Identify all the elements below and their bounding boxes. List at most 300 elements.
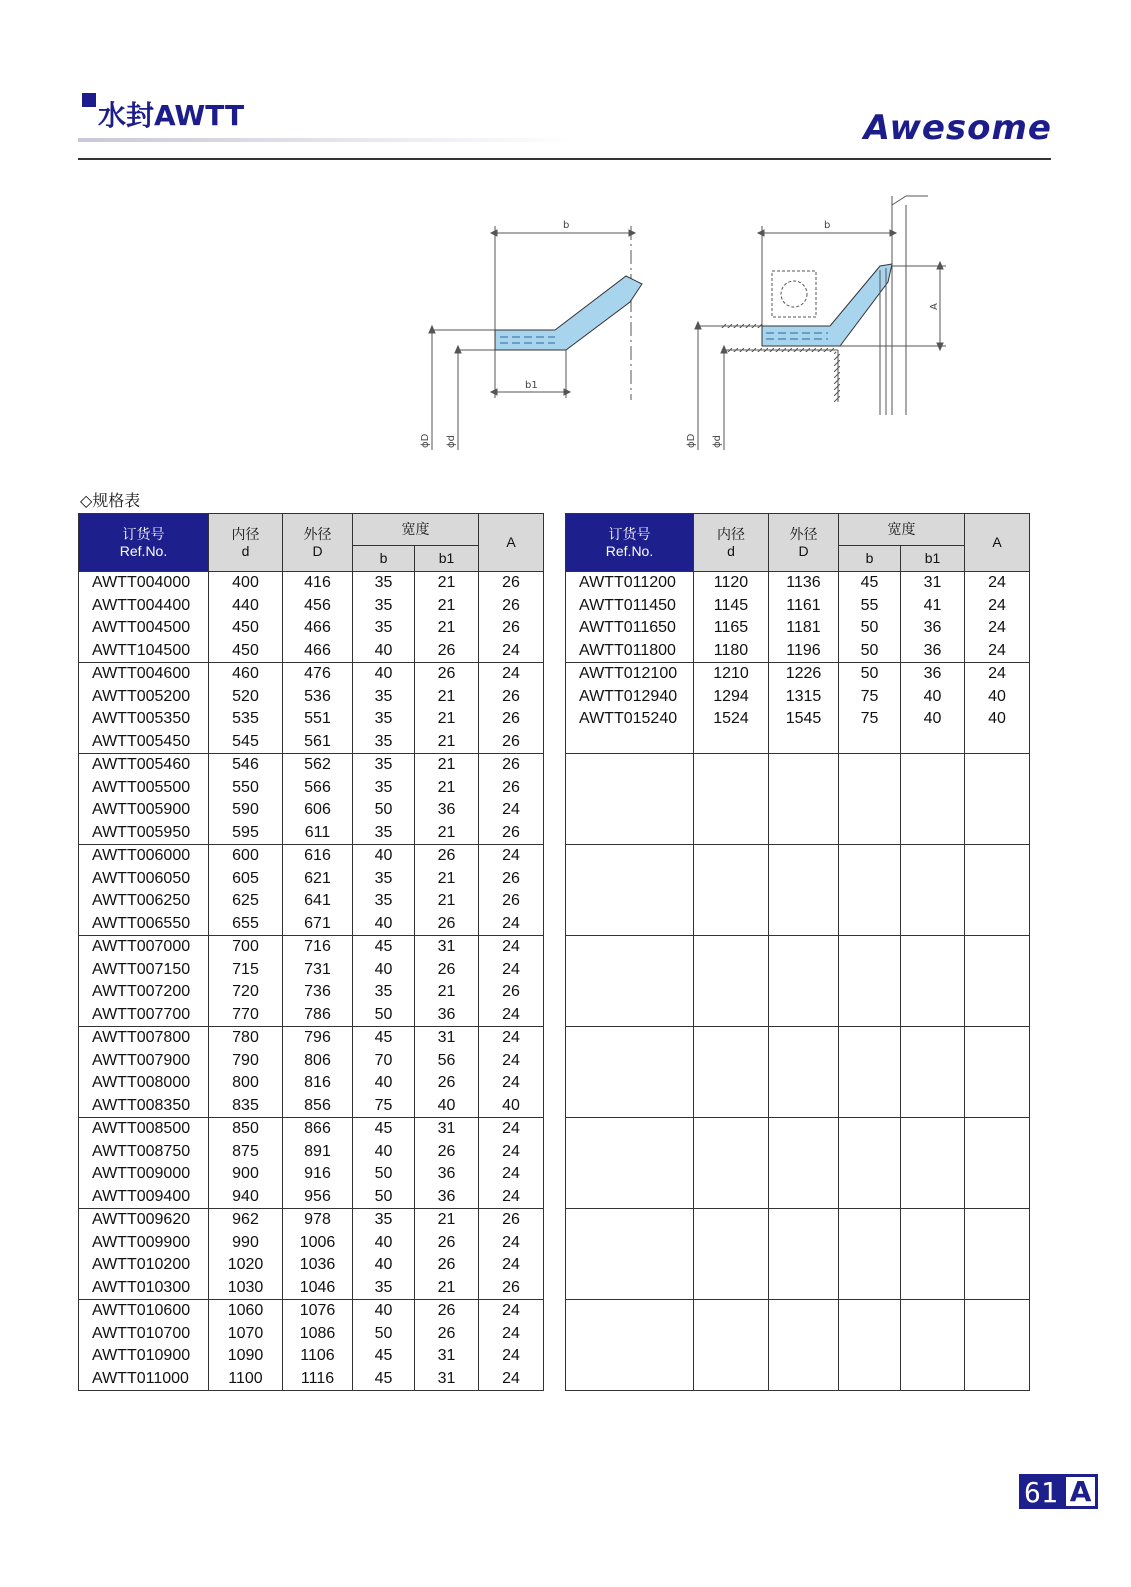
outer-dia-cell xyxy=(769,799,839,822)
b1-cell xyxy=(901,1368,965,1391)
header-inner-sym: d xyxy=(727,542,735,559)
a-cell xyxy=(965,959,1030,982)
b1-cell: 26 xyxy=(415,1072,479,1095)
outer-dia-cell: 1036 xyxy=(283,1254,353,1277)
inner-dia-cell: 940 xyxy=(209,1186,283,1209)
ref-no-cell xyxy=(566,1232,694,1255)
outer-dia-cell: 1006 xyxy=(283,1232,353,1255)
inner-dia-cell: 1294 xyxy=(694,686,769,709)
ref-no-cell: AWTT010600 xyxy=(79,1300,209,1323)
b1-cell xyxy=(901,1232,965,1255)
header-outer-dia xyxy=(283,514,353,572)
ref-no-cell xyxy=(566,1004,694,1027)
inner-dia-cell: 1070 xyxy=(209,1323,283,1346)
header-width: 宽度 xyxy=(353,514,479,546)
inner-dia-cell: 546 xyxy=(209,754,283,777)
outer-dia-cell xyxy=(769,981,839,1004)
table-row xyxy=(566,845,1030,868)
inner-dia-cell: 655 xyxy=(209,913,283,936)
inner-dia-cell: 1020 xyxy=(209,1254,283,1277)
b-cell: 50 xyxy=(353,1323,415,1346)
a-cell xyxy=(965,1209,1030,1232)
table-row xyxy=(79,981,544,1004)
ref-no-cell: AWTT009620 xyxy=(79,1209,209,1232)
ref-no-cell xyxy=(566,913,694,936)
inner-dia-cell: 1210 xyxy=(694,663,769,686)
outer-dia-cell: 796 xyxy=(283,1027,353,1050)
a-cell xyxy=(965,1254,1030,1277)
outer-dia-cell: 416 xyxy=(283,572,353,595)
b-cell: 40 xyxy=(353,640,415,663)
header-inner-cn: 内径 xyxy=(231,525,260,542)
b-cell: 35 xyxy=(353,1209,415,1232)
table-row xyxy=(79,845,544,868)
outer-dia-cell: 1106 xyxy=(283,1345,353,1368)
outer-dia-cell xyxy=(769,777,839,800)
outer-dia-cell: 621 xyxy=(283,868,353,891)
b1-cell: 36 xyxy=(415,1163,479,1186)
ref-no-cell xyxy=(566,1050,694,1073)
inner-dia-cell xyxy=(694,1050,769,1073)
b1-cell: 21 xyxy=(415,1277,479,1300)
b-cell: 50 xyxy=(839,617,901,640)
inner-dia-cell: 1100 xyxy=(209,1368,283,1391)
inner-dia-cell: 440 xyxy=(209,595,283,618)
b-cell: 50 xyxy=(353,799,415,822)
a-cell: 24 xyxy=(479,1186,544,1209)
outer-dia-cell: 1545 xyxy=(769,708,839,731)
a-cell xyxy=(965,1050,1030,1073)
outer-dia-cell xyxy=(769,1345,839,1368)
table-row xyxy=(79,1095,544,1118)
table-row xyxy=(79,640,544,663)
ref-no-cell: AWTT004400 xyxy=(79,595,209,618)
b1-cell xyxy=(901,1186,965,1209)
ref-no-cell: AWTT009900 xyxy=(79,1232,209,1255)
b1-cell: 26 xyxy=(415,1254,479,1277)
b1-cell: 21 xyxy=(415,686,479,709)
a-cell: 24 xyxy=(479,936,544,959)
a-cell xyxy=(965,1072,1030,1095)
a-cell: 24 xyxy=(479,1232,544,1255)
header-b1: b1 xyxy=(415,546,479,572)
b1-cell: 21 xyxy=(415,731,479,754)
b-cell xyxy=(839,754,901,777)
b-cell xyxy=(839,959,901,982)
inner-dia-cell xyxy=(694,1141,769,1164)
b-cell: 40 xyxy=(353,959,415,982)
inner-dia-cell xyxy=(694,1209,769,1232)
b1-cell: 26 xyxy=(415,959,479,982)
outer-dia-cell xyxy=(769,890,839,913)
a-cell: 24 xyxy=(479,640,544,663)
b1-cell: 21 xyxy=(415,822,479,845)
b-cell xyxy=(839,1163,901,1186)
ref-no-cell: AWTT004000 xyxy=(79,572,209,595)
b1-cell xyxy=(901,913,965,936)
b-cell xyxy=(839,822,901,845)
outer-dia-cell: 1086 xyxy=(283,1323,353,1346)
header-width: 宽度 xyxy=(839,514,965,546)
table-row xyxy=(79,799,544,822)
b1-cell xyxy=(901,1300,965,1323)
b1-cell xyxy=(901,1004,965,1027)
b1-cell: 36 xyxy=(415,799,479,822)
table-row xyxy=(566,686,1030,709)
ref-no-cell: AWTT011450 xyxy=(566,595,694,618)
ref-no-cell: AWTT006050 xyxy=(79,868,209,891)
b1-cell: 36 xyxy=(901,617,965,640)
a-cell: 24 xyxy=(479,1323,544,1346)
page-letter: A xyxy=(1063,1474,1099,1509)
b-cell xyxy=(839,731,901,754)
ref-no-cell: AWTT015240 xyxy=(566,708,694,731)
outer-dia-cell xyxy=(769,845,839,868)
b-cell: 40 xyxy=(353,913,415,936)
b1-cell: 36 xyxy=(415,1004,479,1027)
b1-cell xyxy=(901,1323,965,1346)
ref-no-cell: AWTT008500 xyxy=(79,1118,209,1141)
table-row xyxy=(566,1277,1030,1300)
a-cell: 24 xyxy=(479,913,544,936)
ref-no-cell: AWTT009000 xyxy=(79,1163,209,1186)
ref-no-cell xyxy=(566,731,694,754)
outer-dia-cell: 616 xyxy=(283,845,353,868)
a-cell xyxy=(965,936,1030,959)
b1-cell: 56 xyxy=(415,1050,479,1073)
inner-dia-cell xyxy=(694,1186,769,1209)
b1-cell: 31 xyxy=(415,1345,479,1368)
outer-dia-cell: 466 xyxy=(283,617,353,640)
ref-no-cell: AWTT008350 xyxy=(79,1095,209,1118)
inner-dia-cell: 780 xyxy=(209,1027,283,1050)
outer-dia-cell: 611 xyxy=(283,822,353,845)
b1-cell: 21 xyxy=(415,572,479,595)
dim-b-label-installed: b xyxy=(824,220,831,231)
table-row xyxy=(566,913,1030,936)
b1-cell xyxy=(901,1141,965,1164)
inner-dia-cell xyxy=(694,1118,769,1141)
inner-dia-cell: 800 xyxy=(209,1072,283,1095)
outer-dia-cell: 1226 xyxy=(769,663,839,686)
outer-dia-cell: 1116 xyxy=(283,1368,353,1391)
table-row xyxy=(79,572,544,595)
a-cell xyxy=(965,1141,1030,1164)
a-cell: 24 xyxy=(965,663,1030,686)
ref-no-cell xyxy=(566,1368,694,1391)
table-row xyxy=(566,1209,1030,1232)
ref-no-cell: AWTT007800 xyxy=(79,1027,209,1050)
ref-no-cell xyxy=(566,1186,694,1209)
ref-no-cell xyxy=(566,868,694,891)
ref-no-cell xyxy=(566,1095,694,1118)
b-cell xyxy=(839,1072,901,1095)
ref-no-cell: AWTT010200 xyxy=(79,1254,209,1277)
table-row xyxy=(566,1163,1030,1186)
b1-cell xyxy=(901,1277,965,1300)
outer-dia-cell xyxy=(769,731,839,754)
ref-no-cell xyxy=(566,822,694,845)
ref-no-cell xyxy=(566,981,694,1004)
b1-cell xyxy=(901,959,965,982)
b-cell xyxy=(839,1254,901,1277)
outer-dia-cell: 736 xyxy=(283,981,353,1004)
ref-no-cell xyxy=(566,799,694,822)
b-cell: 55 xyxy=(839,595,901,618)
ref-no-cell: AWTT009400 xyxy=(79,1186,209,1209)
table-row xyxy=(79,595,544,618)
b1-cell: 26 xyxy=(415,640,479,663)
header-ref-en: Ref.No. xyxy=(119,542,168,559)
table-row xyxy=(566,1300,1030,1323)
inner-dia-cell: 1120 xyxy=(694,572,769,595)
inner-dia-cell xyxy=(694,890,769,913)
spec-table-left-body xyxy=(79,572,544,1391)
a-cell xyxy=(965,1118,1030,1141)
b1-cell xyxy=(901,1050,965,1073)
inner-dia-cell xyxy=(694,1254,769,1277)
table-row xyxy=(566,731,1030,754)
outer-dia-cell: 566 xyxy=(283,777,353,800)
b1-cell xyxy=(901,1345,965,1368)
a-cell xyxy=(965,822,1030,845)
a-cell: 26 xyxy=(479,708,544,731)
ref-no-cell: AWTT011650 xyxy=(566,617,694,640)
a-cell xyxy=(965,1163,1030,1186)
a-cell: 24 xyxy=(479,1050,544,1073)
b-cell xyxy=(839,1209,901,1232)
inner-dia-cell: 790 xyxy=(209,1050,283,1073)
b-cell: 40 xyxy=(353,1072,415,1095)
table-row xyxy=(566,663,1030,686)
outer-dia-cell: 456 xyxy=(283,595,353,618)
header-ref-no xyxy=(79,514,209,572)
b1-cell xyxy=(901,890,965,913)
a-cell: 24 xyxy=(479,1072,544,1095)
a-cell: 26 xyxy=(479,617,544,640)
a-cell xyxy=(965,1095,1030,1118)
inner-dia-cell: 460 xyxy=(209,663,283,686)
outer-dia-cell xyxy=(769,1277,839,1300)
b-cell: 40 xyxy=(353,1141,415,1164)
a-cell: 26 xyxy=(479,890,544,913)
header-ref-en: Ref.No. xyxy=(605,542,654,559)
b-cell xyxy=(839,1368,901,1391)
inner-dia-cell: 900 xyxy=(209,1163,283,1186)
ref-no-cell xyxy=(566,845,694,868)
a-cell: 40 xyxy=(479,1095,544,1118)
ref-no-cell: AWTT010300 xyxy=(79,1277,209,1300)
inner-dia-cell xyxy=(694,913,769,936)
a-cell xyxy=(965,868,1030,891)
a-cell: 40 xyxy=(965,686,1030,709)
outer-dia-cell xyxy=(769,1300,839,1323)
inner-dia-cell: 1030 xyxy=(209,1277,283,1300)
header-inner-dia xyxy=(694,514,769,572)
a-cell: 24 xyxy=(479,1004,544,1027)
outer-dia-cell xyxy=(769,822,839,845)
b1-cell xyxy=(901,936,965,959)
table-row xyxy=(566,822,1030,845)
b1-cell: 36 xyxy=(415,1186,479,1209)
inner-dia-cell: 550 xyxy=(209,777,283,800)
b1-cell xyxy=(901,981,965,1004)
ref-no-cell: AWTT005460 xyxy=(79,754,209,777)
inner-dia-cell: 590 xyxy=(209,799,283,822)
b1-cell: 31 xyxy=(415,936,479,959)
table-row xyxy=(79,868,544,891)
header-a: A xyxy=(479,514,544,572)
dim-inner-dia-label-installed: ϕd xyxy=(712,435,723,448)
ref-no-cell: AWTT011000 xyxy=(79,1368,209,1391)
a-cell xyxy=(965,1232,1030,1255)
b-cell: 40 xyxy=(353,845,415,868)
ref-no-cell: AWTT007150 xyxy=(79,959,209,982)
b1-cell xyxy=(901,1209,965,1232)
b-cell: 35 xyxy=(353,731,415,754)
inner-dia-cell xyxy=(694,731,769,754)
ref-no-cell: AWTT006000 xyxy=(79,845,209,868)
b-cell xyxy=(839,981,901,1004)
a-cell xyxy=(965,890,1030,913)
ref-no-cell: AWTT005950 xyxy=(79,822,209,845)
b1-cell xyxy=(901,799,965,822)
inner-dia-cell: 1090 xyxy=(209,1345,283,1368)
outer-dia-cell xyxy=(769,1118,839,1141)
b1-cell: 26 xyxy=(415,1232,479,1255)
a-cell: 26 xyxy=(479,754,544,777)
outer-dia-cell xyxy=(769,1186,839,1209)
header-outer-cn: 外径 xyxy=(789,525,818,542)
a-cell: 24 xyxy=(965,617,1030,640)
ref-no-cell: AWTT010700 xyxy=(79,1323,209,1346)
table-row xyxy=(79,754,544,777)
ref-no-cell xyxy=(566,1163,694,1186)
table-row xyxy=(79,1141,544,1164)
table-row xyxy=(566,868,1030,891)
inner-dia-cell: 1180 xyxy=(694,640,769,663)
a-cell: 24 xyxy=(479,1368,544,1391)
b-cell xyxy=(839,936,901,959)
inner-dia-cell: 605 xyxy=(209,868,283,891)
b-cell xyxy=(839,1027,901,1050)
outer-dia-cell xyxy=(769,1368,839,1391)
header-outer-cn: 外径 xyxy=(303,525,332,542)
table-row xyxy=(566,799,1030,822)
outer-dia-cell xyxy=(769,913,839,936)
inner-dia-cell xyxy=(694,1027,769,1050)
a-cell: 24 xyxy=(479,1254,544,1277)
ref-no-cell xyxy=(566,1141,694,1164)
b-cell: 35 xyxy=(353,822,415,845)
b1-cell: 31 xyxy=(415,1027,479,1050)
ref-no-cell: AWTT004500 xyxy=(79,617,209,640)
a-cell xyxy=(965,1277,1030,1300)
outer-dia-cell: 606 xyxy=(283,799,353,822)
inner-dia-cell: 715 xyxy=(209,959,283,982)
b-cell: 35 xyxy=(353,981,415,1004)
b-cell: 35 xyxy=(353,754,415,777)
b-cell xyxy=(839,1345,901,1368)
b-cell xyxy=(839,777,901,800)
outer-dia-cell: 1181 xyxy=(769,617,839,640)
a-cell xyxy=(965,845,1030,868)
table-row xyxy=(79,1209,544,1232)
table-row xyxy=(566,1027,1030,1050)
ref-no-cell xyxy=(566,1118,694,1141)
a-cell: 26 xyxy=(479,822,544,845)
b1-cell: 36 xyxy=(901,663,965,686)
table-row xyxy=(566,1254,1030,1277)
outer-dia-cell: 716 xyxy=(283,936,353,959)
header-outer-sym: D xyxy=(798,542,809,559)
header-ref-cn: 订货号 xyxy=(122,525,165,542)
seal-diagrams xyxy=(0,0,1131,470)
table-row xyxy=(79,663,544,686)
table-row xyxy=(566,1323,1030,1346)
a-cell: 24 xyxy=(479,1163,544,1186)
table-row xyxy=(79,1368,544,1391)
a-cell xyxy=(965,731,1030,754)
a-cell: 26 xyxy=(479,1277,544,1300)
ref-no-cell xyxy=(566,890,694,913)
ref-no-cell: AWTT008000 xyxy=(79,1072,209,1095)
inner-dia-cell: 1145 xyxy=(694,595,769,618)
b-cell xyxy=(839,1277,901,1300)
b-cell xyxy=(839,1004,901,1027)
a-cell: 24 xyxy=(479,959,544,982)
b1-cell: 21 xyxy=(415,708,479,731)
page-number: 61 xyxy=(1019,1474,1063,1509)
inner-dia-cell: 625 xyxy=(209,890,283,913)
inner-dia-cell xyxy=(694,981,769,1004)
b1-cell: 26 xyxy=(415,913,479,936)
inner-dia-cell xyxy=(694,1163,769,1186)
b1-cell xyxy=(901,731,965,754)
ref-no-cell: AWTT011200 xyxy=(566,572,694,595)
header-inner-dia xyxy=(209,514,283,572)
ref-no-cell: AWTT104500 xyxy=(79,640,209,663)
b-cell xyxy=(839,913,901,936)
seal-diagram-installed xyxy=(695,196,946,450)
table-row xyxy=(566,595,1030,618)
outer-dia-cell xyxy=(769,1004,839,1027)
b-cell xyxy=(839,868,901,891)
spec-table-right-body xyxy=(566,572,1030,1391)
inner-dia-cell xyxy=(694,1323,769,1346)
header-ref-no xyxy=(566,514,694,572)
table-row xyxy=(79,1118,544,1141)
ref-no-cell xyxy=(566,1300,694,1323)
b-cell: 35 xyxy=(353,777,415,800)
b-cell: 50 xyxy=(353,1004,415,1027)
outer-dia-cell: 562 xyxy=(283,754,353,777)
table-row xyxy=(566,708,1030,731)
a-cell xyxy=(965,1368,1030,1391)
b-cell: 45 xyxy=(353,1345,415,1368)
section-title: ◇规格表 xyxy=(80,491,141,510)
table-row xyxy=(79,890,544,913)
table-row xyxy=(79,1163,544,1186)
b-cell: 50 xyxy=(353,1163,415,1186)
table-row xyxy=(79,1254,544,1277)
ref-no-cell: AWTT005500 xyxy=(79,777,209,800)
table-row xyxy=(79,822,544,845)
outer-dia-cell: 786 xyxy=(283,1004,353,1027)
ref-no-cell: AWTT012940 xyxy=(566,686,694,709)
b-cell: 35 xyxy=(353,1277,415,1300)
outer-dia-cell: 1136 xyxy=(769,572,839,595)
